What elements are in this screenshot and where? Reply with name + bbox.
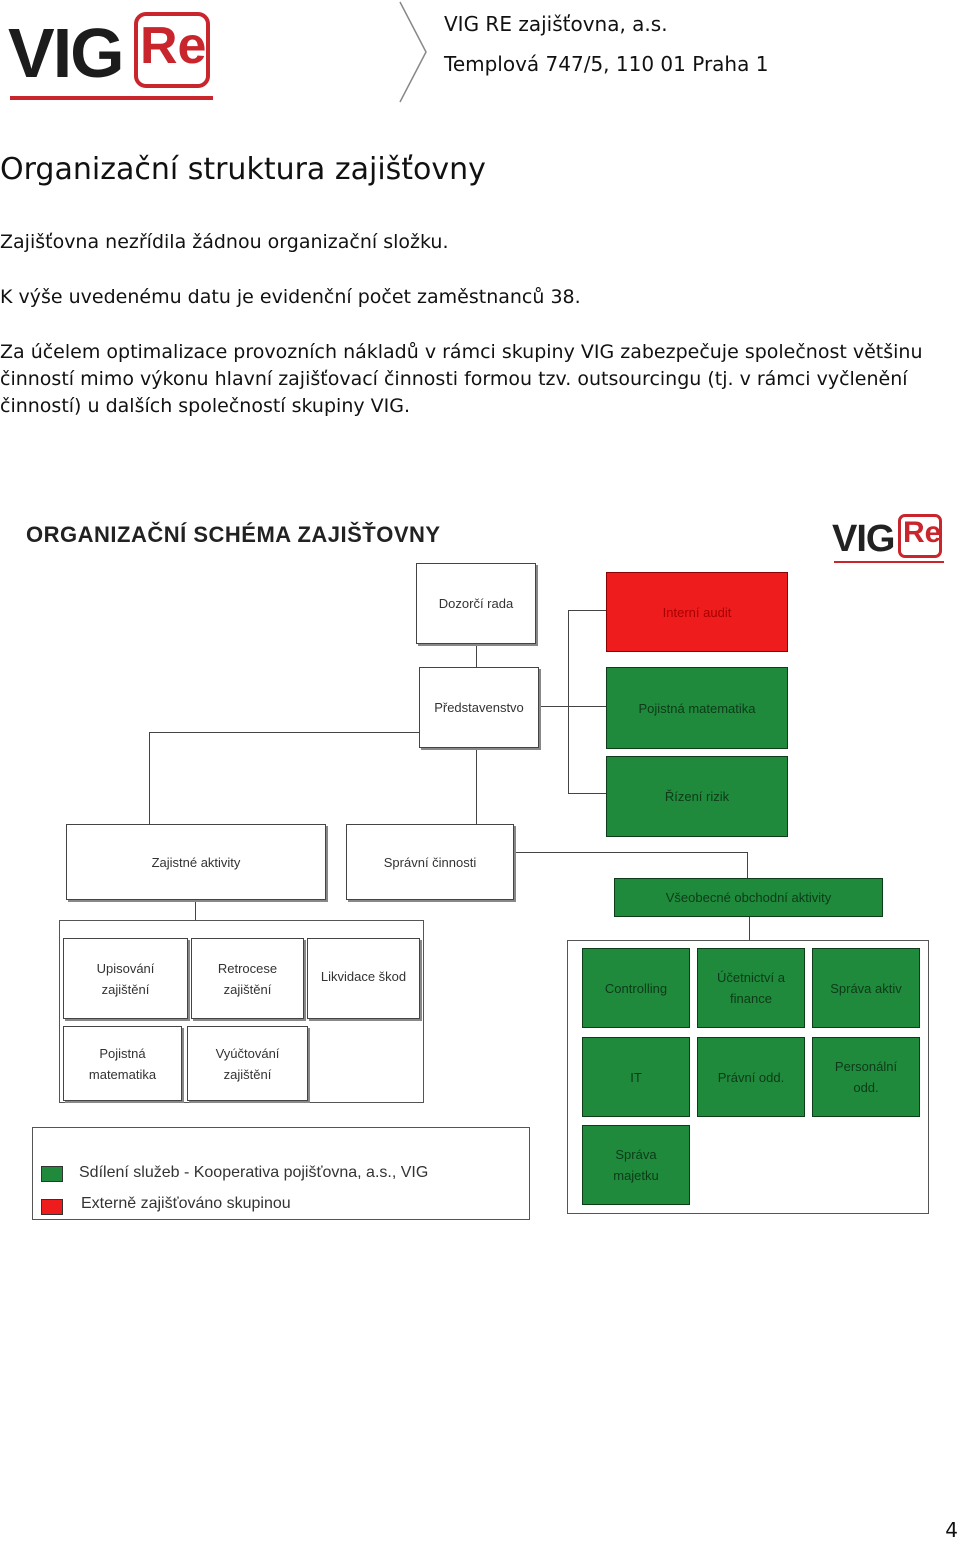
company-name: VIG RE zajišťovna, a.s.: [444, 12, 668, 36]
box-interni-audit: Interní audit: [606, 572, 788, 652]
box-predstavenstvo: Představenstvo: [419, 667, 539, 748]
company-address: Templová 747/5, 110 01 Praha 1: [444, 52, 769, 76]
box-sprava-majetku: Správa majetku: [582, 1125, 690, 1205]
legend-red-label: Externě zajišťováno skupinou: [81, 1195, 291, 1212]
section-title: Organizační struktura zajišťovny: [0, 152, 486, 187]
connector-line: [568, 610, 569, 794]
schema-logo-vig: VIG: [832, 518, 895, 560]
box-retrocese: Retrocese zajištění: [191, 938, 304, 1019]
chevron-divider-icon: [396, 0, 432, 104]
box-pravni: Právní odd.: [697, 1037, 805, 1117]
box-spravni-cinnosti: Správní činnosti: [346, 824, 514, 900]
page-number: 4: [945, 1518, 958, 1542]
box-vseobecne-obchodni-aktivity: Všeobecné obchodní aktivity: [614, 878, 883, 917]
paragraph-branch: Zajišťovna nezřídila žádnou organizační složku.: [0, 231, 449, 253]
box-pojistna-matematika: Pojistná matematika: [63, 1026, 182, 1101]
connector-line: [476, 748, 477, 824]
box-likvidace: Likvidace škod: [307, 938, 420, 1019]
paragraph-employees: K výše uvedenému datu je evidenční počet zaměstnanců 38.: [0, 286, 581, 308]
box-sprava-aktiv: Správa aktiv: [812, 948, 920, 1028]
legend-green-swatch: [41, 1166, 63, 1182]
connector-line: [749, 917, 750, 941]
logo-re: Re: [140, 17, 207, 75]
box-vyuctovani: Vyúčtování zajištění: [187, 1026, 308, 1101]
legend: [32, 1127, 530, 1220]
box-personalni: Personální odd.: [812, 1037, 920, 1117]
box-pojistna-matematika-top: Pojistná matematika: [606, 667, 788, 749]
legend-red-swatch: [41, 1199, 63, 1215]
connector-line: [514, 852, 748, 853]
box-controlling: Controlling: [582, 948, 690, 1028]
connector-line: [149, 732, 419, 733]
connector-line: [568, 706, 606, 707]
box-upisovani: Upisování zajištění: [63, 938, 188, 1019]
box-it: IT: [582, 1037, 690, 1117]
connector-line: [568, 610, 606, 611]
connector-line: [195, 900, 196, 921]
paragraph-outsourcing: Za účelem optimalizace provozních nákladů v rámci skupiny VIG zabezpečuje společnost většinu činností mimo výkonu hlavní zajišťovací činnosti formou tzv. outsourcingu (tj. v rámci vyčlenění činností) u dalších společností skupiny VIG.: [0, 341, 923, 417]
connector-line: [539, 706, 569, 707]
schema-title: ORGANIZAČNÍ SCHÉMA ZAJIŠŤOVNY: [26, 522, 441, 547]
logo-underline: [10, 96, 213, 100]
box-zajistne-aktivity: Zajistné aktivity: [66, 824, 326, 900]
box-ucetnictvi: Účetnictví a finance: [697, 948, 805, 1028]
connector-line: [476, 644, 477, 668]
box-rizeni-rizik: Řízení rizik: [606, 756, 788, 837]
legend-green-label: Sdílení služeb - Kooperativa pojišťovna, a.s., VIG: [79, 1164, 429, 1181]
schema-logo-underline: [834, 561, 944, 563]
logo-vig: VIG: [8, 14, 123, 92]
connector-line: [747, 852, 748, 878]
connector-line: [149, 732, 150, 824]
schema-logo-re: Re: [903, 516, 942, 549]
box-dozorci-rada: Dozorčí rada: [416, 563, 536, 644]
connector-line: [568, 793, 606, 794]
